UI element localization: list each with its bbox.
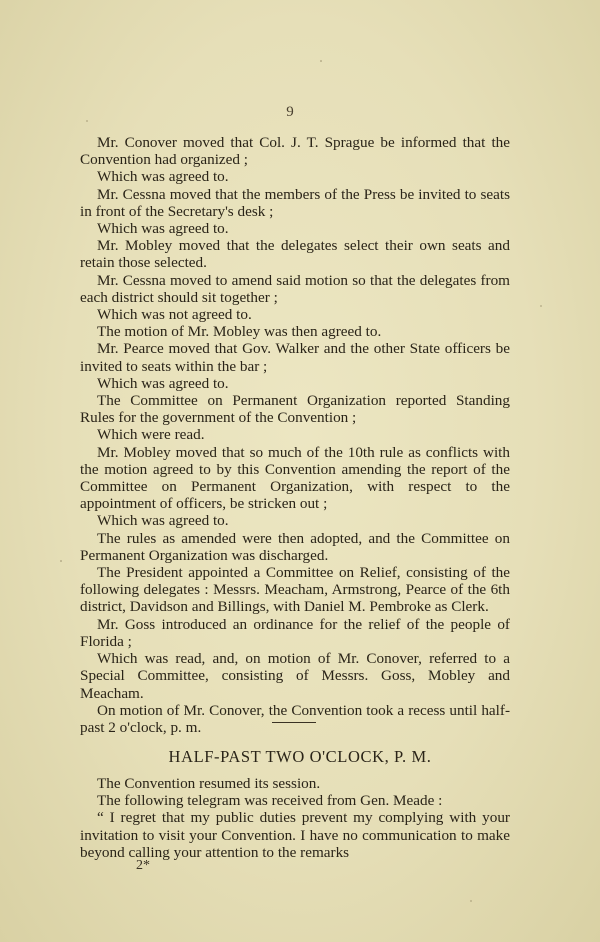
paragraph: Mr. Cessna moved that the members of the Press be invited to seats in front of the Secretary's desk ; [80, 185, 510, 220]
paragraph: The Convention resumed its session. [97, 775, 321, 792]
paragraph: Mr. Mobley moved that the delegates select their own seats and retain those selected. [80, 237, 510, 272]
paper-speck [60, 560, 62, 562]
paragraph: Which was agreed to. [97, 220, 229, 238]
paragraph: Which was agreed to. [97, 168, 229, 186]
paragraph: Mr. Cessna moved to amend said motion so that the delegates from each district should sit together ; [80, 271, 510, 306]
paragraph: The Committee on Permanent Organization reported Standing Rules for the government of the Convention ; [80, 392, 510, 427]
paragraph: Which was agreed to. [97, 374, 229, 392]
paragraph: Mr. Conover moved that Col. J. T. Sprague be informed that the Convention had organized ; [80, 134, 510, 169]
paragraph: Mr. Goss introduced an ordinance for the relief of the people of Florida ; [80, 615, 510, 650]
paper-speck [540, 305, 542, 307]
section-heading: HALF-PAST TWO O'CLOCK, P. M. [168, 747, 432, 766]
paper-speck [470, 900, 472, 902]
paragraph: Mr. Mobley moved that so much of the 10th rule as conflicts with the motion agreed to by this Convention amending the report of the Committee on Permanent Organization, with respect to the appointment of officers, be stricken out ; [80, 443, 510, 513]
paper-speck [86, 120, 88, 122]
proceedings-text [80, 134, 510, 736]
paragraph: “ I regret that my public duties prevent my complying with your invitation to visit your Convention. I have no communication to make beyond calling your attention to the remarks [80, 809, 510, 861]
paragraph: The rules as amended were then adopted, and the Committee on Permanent Organization was discharged. [80, 529, 510, 564]
afternoon-text [80, 775, 510, 861]
paragraph: Mr. Pearce moved that Gov. Walker and the other State officers be invited to seats within the bar ; [80, 340, 510, 375]
paragraph: Which was read, and, on motion of Mr. Conover, referred to a Special Committee, consisting of Messrs. Goss, Mobley and Meacham. [80, 650, 510, 702]
paragraph: On motion of Mr. Conover, the Convention took a recess until half-past 2 o'clock, p. m. [80, 701, 510, 736]
paper-speck [320, 60, 322, 62]
paragraph: The President appointed a Committee on Relief, consisting of the following delegates : Messrs. Meacham, Armstrong, Pearce of the 6th district, Davidson and Billings, with Daniel M. Pembroke as Clerk. [80, 564, 510, 616]
paragraph: Which were read. [97, 426, 205, 444]
section-divider [272, 722, 316, 723]
paragraph: The motion of Mr. Mobley was then agreed to. [97, 323, 382, 341]
paragraph: Which was agreed to. [97, 512, 229, 530]
page-number: 9 [286, 104, 294, 120]
paragraph: Which was not agreed to. [97, 306, 252, 324]
paragraph: The following telegram was received from Gen. Meade : [97, 792, 443, 810]
signature-mark: 2* [136, 858, 150, 873]
